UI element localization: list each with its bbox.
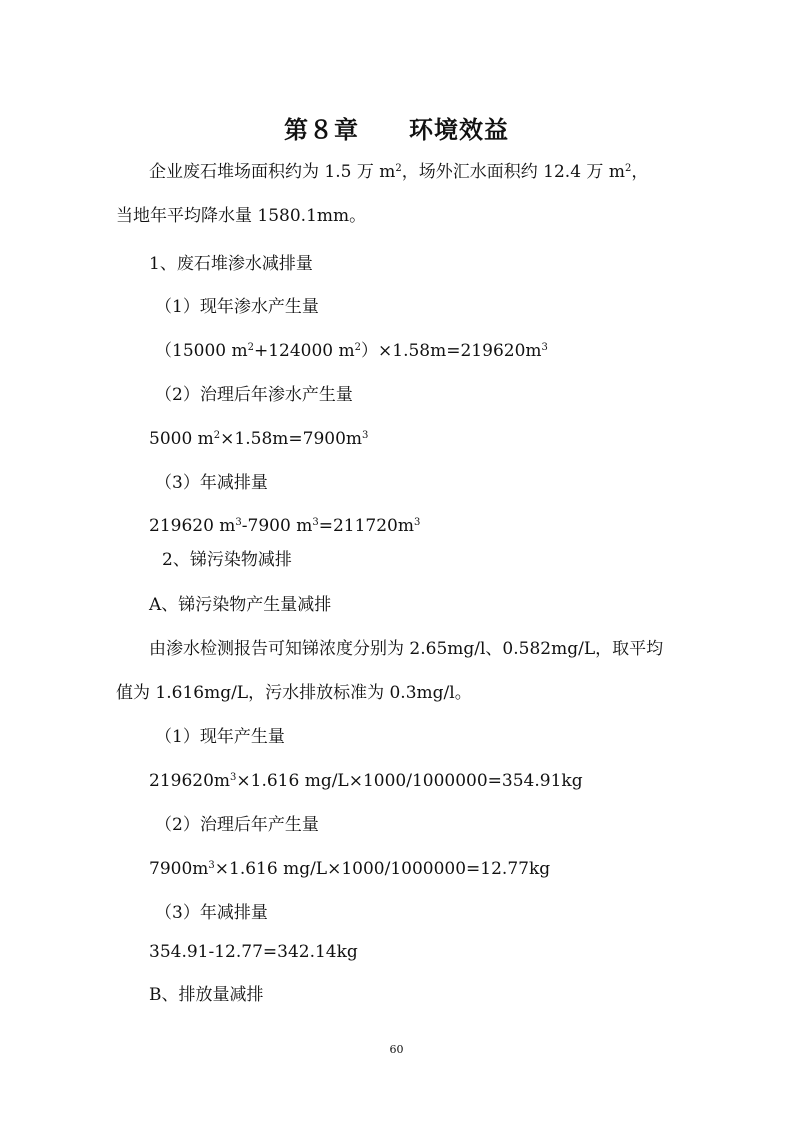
- text-segment: ，场外汇水面积约 12.4 万 m: [401, 162, 625, 182]
- superscript: 3: [235, 517, 242, 528]
- text-segment: 219620m: [149, 771, 231, 791]
- text-segment: ×1.58m=7900m: [220, 429, 363, 449]
- text-segment: ×1.616 mg/L×1000/1000000=12.77kg: [214, 859, 551, 879]
- superscript: 2: [213, 430, 221, 441]
- subheading-treated-production: （2）治理后年产生量: [155, 815, 319, 835]
- superscript: 3: [208, 860, 215, 871]
- subheading-treated-seepage: （2）治理后年渗水产生量: [155, 385, 353, 405]
- text-segment: 5000 m: [149, 429, 214, 449]
- subheading-antimony-production: A、锑污染物产生量减排: [149, 595, 332, 615]
- superscript: 2: [624, 163, 632, 174]
- formula-antimony-reduction: 354.91-12.77=342.14kg: [149, 942, 358, 962]
- subheading-annual-reduction: （3）年减排量: [155, 473, 268, 493]
- section-heading-seepage: 1、废石堆渗水减排量: [149, 254, 313, 274]
- section-heading-antimony: 2、锑污染物减排: [162, 550, 292, 570]
- formula-treated-seepage: [149, 427, 368, 451]
- text-segment: -7900 m: [241, 516, 313, 536]
- text-segment: ）×1.58m=219620m: [361, 341, 542, 361]
- formula-treated-production: [149, 857, 550, 881]
- formula-current-seepage: [155, 339, 548, 363]
- subheading-current-production: （1）现年产生量: [155, 727, 285, 747]
- paragraph-concentration: 由渗水检测报告可知锑浓度分别为 2.65mg/l、0.582mg/L，取平均: [149, 639, 664, 659]
- text-segment: 企业废石堆场面积约为 1.5 万 m: [149, 162, 396, 182]
- superscript: 2: [247, 342, 254, 353]
- paragraph-area-intro: [149, 160, 648, 184]
- paragraph-rainfall: 当地年平均降水量 1580.1mm。: [116, 206, 367, 226]
- superscript: 2: [395, 163, 402, 174]
- text-segment: 7900m: [149, 859, 209, 879]
- subheading-emission-reduction: B、排放量减排: [149, 985, 264, 1005]
- text-segment: （15000 m: [155, 341, 248, 361]
- superscript: 3: [312, 517, 319, 528]
- formula-annual-reduction: [149, 514, 420, 538]
- formula-current-production: [149, 769, 583, 793]
- text-segment: ×1.616 mg/L×1000/1000000=354.91kg: [236, 771, 583, 791]
- text-segment: +124000 m: [253, 341, 355, 361]
- subheading-annual-reduction-antimony: （3）年减排量: [155, 903, 268, 923]
- text-segment: =211720m: [318, 516, 414, 536]
- superscript: 3: [362, 430, 369, 441]
- superscript: 2: [354, 342, 362, 353]
- superscript: 3: [413, 517, 421, 528]
- page-number: 60: [389, 1043, 404, 1056]
- chapter-title: 第８章 环境效益: [284, 116, 509, 144]
- text-segment: ，: [631, 162, 649, 182]
- subheading-current-seepage: （1）现年渗水产生量: [155, 297, 319, 317]
- paragraph-average-value: 值为 1.616mg/L，污水排放标准为 0.3mg/l。: [116, 683, 472, 703]
- text-segment: 219620 m: [149, 516, 236, 536]
- superscript: 3: [230, 772, 237, 783]
- superscript: 3: [541, 342, 548, 353]
